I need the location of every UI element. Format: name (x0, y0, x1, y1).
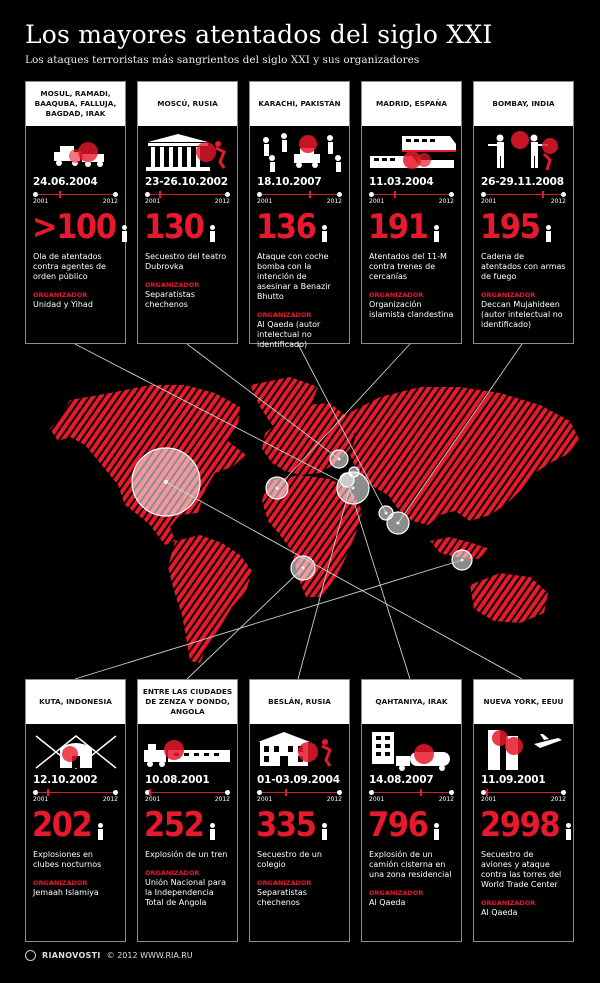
card-death-toll: 202 (26, 806, 125, 844)
attack-card-2 (137, 81, 238, 344)
timeline-end-year: 2012 (326, 198, 342, 205)
card-organizer: Unidad y Yihad (33, 300, 93, 309)
card-description: Explosiones en clubes nocturnos (33, 850, 102, 869)
card-description: Ola de atentados contra agentes de orden público (33, 252, 106, 281)
nightclub-icon (26, 728, 125, 772)
card-location: BESLÁN, RUSIA (250, 680, 349, 724)
card-location: QAHTANIYA, IRAK (362, 680, 461, 724)
card-organizer: Separatistas chechenos (257, 888, 307, 907)
card-organizer: Deccan Mujahideen (autor intelectual no identificado) (481, 300, 563, 329)
card-death-toll: 195 (474, 208, 573, 246)
timeline-start-year: 2001 (481, 198, 497, 205)
person-icon (321, 823, 328, 840)
page-title: Los mayores atentados del siglo XXI (25, 20, 493, 49)
card-timeline (481, 788, 566, 802)
timeline-marker (542, 191, 544, 198)
card-date: 18.10.2007 (257, 176, 322, 188)
timeline-end-year: 2012 (550, 796, 566, 803)
card-organizer-label: ORGANIZADOR (145, 281, 200, 289)
card-timeline (145, 190, 230, 204)
card-timeline (257, 190, 342, 204)
card-location: KARACHI, PAKISTÁN (250, 82, 349, 126)
person-icon (433, 225, 440, 242)
map-south-america (168, 535, 252, 663)
card-description: Secuestro del teatro Dubrovka (145, 252, 227, 271)
attack-card-3 (249, 679, 350, 942)
card-date: 11.09.2001 (481, 774, 546, 786)
card-death-toll: 136 (250, 208, 349, 246)
timeline-marker (420, 789, 422, 796)
card-organizer-label: ORGANIZADOR (257, 311, 312, 319)
timeline-marker (285, 789, 287, 796)
card-organizer: Al Qaeda (481, 908, 518, 917)
marker-beslan (349, 467, 359, 477)
tanker-truck-icon (362, 728, 461, 772)
card-timeline (33, 788, 118, 802)
timeline-start-year: 2001 (481, 796, 497, 803)
timeline-marker (394, 191, 396, 198)
person-icon (97, 823, 104, 840)
train-icon (362, 130, 461, 174)
card-death-toll: 191 (362, 208, 461, 246)
timeline-marker (59, 191, 61, 198)
train-explosion-icon (138, 728, 237, 772)
card-location: MADRID, ESPAÑA (362, 82, 461, 126)
timeline-start-year: 2001 (257, 198, 273, 205)
card-organizer-label: ORGANIZADOR (369, 291, 424, 299)
card-date: 26-29.11.2008 (481, 176, 564, 188)
twin-towers-icon (474, 728, 573, 772)
timeline-start-year: 2001 (145, 198, 161, 205)
card-description: Explosión de un camión cisterna en una zona residencial (369, 850, 452, 879)
card-description: Secuestro de aviones y ataque contra las torres del World Trade Center (481, 850, 562, 889)
timeline-start-year: 2001 (33, 198, 49, 205)
card-date: 14.08.2007 (369, 774, 434, 786)
card-description: Ataque con coche bomba con la intención de asesinar a Benazir Bhutto (257, 252, 331, 301)
person-icon (433, 823, 440, 840)
card-organizer: Al Qaeda (autor intelectual no identificado) (257, 320, 321, 349)
attack-card-5 (473, 679, 574, 942)
card-timeline (481, 190, 566, 204)
card-organizer: Unión Nacional para la Independencia Total de Angola (145, 878, 226, 907)
card-location: MOSCÚ, RUSIA (138, 82, 237, 126)
person-icon (321, 225, 328, 242)
timeline-start-year: 2001 (369, 198, 385, 205)
card-description: Cadena de atentados con armas de fuego (481, 252, 566, 281)
map-asia (345, 387, 580, 525)
timeline-start-year: 2001 (145, 796, 161, 803)
card-date: 12.10.2002 (33, 774, 98, 786)
card-date: 24.06.2004 (33, 176, 98, 188)
theater-icon (138, 130, 237, 174)
card-organizer: Organización islamista clandestina (369, 300, 454, 319)
card-death-toll: 2998 (474, 806, 573, 844)
attack-card-1 (25, 81, 126, 344)
timeline-marker (159, 191, 161, 198)
attack-card-4 (361, 81, 462, 344)
timeline-start-year: 2001 (257, 796, 273, 803)
attack-card-1 (25, 679, 126, 942)
card-location: BOMBAY, INDIA (474, 82, 573, 126)
person-icon (545, 225, 552, 242)
person-icon (209, 823, 216, 840)
card-organizer: Al Qaeda (369, 898, 406, 907)
card-organizer-label: ORGANIZADOR (369, 889, 424, 897)
card-death-toll: >100 (26, 208, 125, 246)
card-timeline (145, 788, 230, 802)
card-timeline (33, 190, 118, 204)
person-icon (565, 823, 572, 840)
attack-card-5 (473, 81, 574, 344)
card-death-toll: 335 (250, 806, 349, 844)
timeline-end-year: 2012 (214, 198, 230, 205)
timeline-end-year: 2012 (102, 198, 118, 205)
timeline-start-year: 2001 (33, 796, 49, 803)
car-bomb-crowd-icon (250, 130, 349, 174)
card-organizer-label: ORGANIZADOR (33, 291, 88, 299)
card-description: Secuestro de un colegio (257, 850, 322, 869)
card-death-toll: 252 (138, 806, 237, 844)
card-timeline (369, 190, 454, 204)
card-organizer-label: ORGANIZADOR (257, 879, 312, 887)
timeline-end-year: 2012 (438, 796, 454, 803)
footer (25, 950, 193, 961)
attack-card-2 (137, 679, 238, 942)
card-location: KUTA, INDONESIA (26, 680, 125, 724)
card-organizer-label: ORGANIZADOR (481, 291, 536, 299)
map-australia (470, 573, 548, 623)
card-organizer: Separatistas chechenos (145, 290, 195, 309)
card-date: 11.03.2004 (369, 176, 434, 188)
card-date: 23-26.10.2002 (145, 176, 228, 188)
footer-copyright: © 2012 WWW.RIA.RU (106, 951, 193, 960)
cars-explosion-icon (26, 130, 125, 174)
card-description: Explosión de un tren (145, 850, 228, 859)
person-icon (121, 225, 125, 242)
timeline-end-year: 2012 (102, 796, 118, 803)
person-icon (209, 225, 216, 242)
attack-card-3 (249, 81, 350, 349)
card-organizer-label: ORGANIZADOR (145, 869, 200, 877)
timeline-end-year: 2012 (214, 796, 230, 803)
timeline-marker (486, 789, 488, 796)
page-subtitle: Los ataques terroristas más sangrientos del siglo XXI y sus organizadores (25, 54, 420, 66)
card-date: 10.08.2001 (145, 774, 210, 786)
card-organizer-label: ORGANIZADOR (481, 899, 536, 907)
gunmen-icon (474, 130, 573, 174)
timeline-end-year: 2012 (326, 796, 342, 803)
timeline-end-year: 2012 (438, 198, 454, 205)
card-description: Atentados del 11-M contra trenes de cercanías (369, 252, 447, 281)
card-timeline (369, 788, 454, 802)
timeline-end-year: 2012 (550, 198, 566, 205)
attack-card-4 (361, 679, 462, 942)
timeline-marker (149, 789, 151, 796)
timeline-marker (309, 191, 311, 198)
footer-brand: RIANOVOSTI (42, 951, 101, 960)
world-map (0, 345, 600, 675)
card-death-toll: 796 (362, 806, 461, 844)
card-location: ENTRE LAS CIUDADES DE ZENZA Y DONDO, ANGOLA (138, 680, 237, 724)
card-death-toll: 130 (138, 208, 237, 246)
card-organizer-label: ORGANIZADOR (33, 879, 88, 887)
card-timeline (257, 788, 342, 802)
card-location: MOSUL, RAMADI, BAAQUBA, FALLUJA, BAGDAD, IRAK (26, 82, 125, 126)
ria-logo-icon (25, 950, 36, 961)
timeline-start-year: 2001 (369, 796, 385, 803)
timeline-marker (47, 789, 49, 796)
card-organizer: Jemaah Islamiya (33, 888, 99, 897)
card-location: NUEVA YORK, EEUU (474, 680, 573, 724)
school-icon (250, 728, 349, 772)
card-date: 01-03.09.2004 (257, 774, 340, 786)
